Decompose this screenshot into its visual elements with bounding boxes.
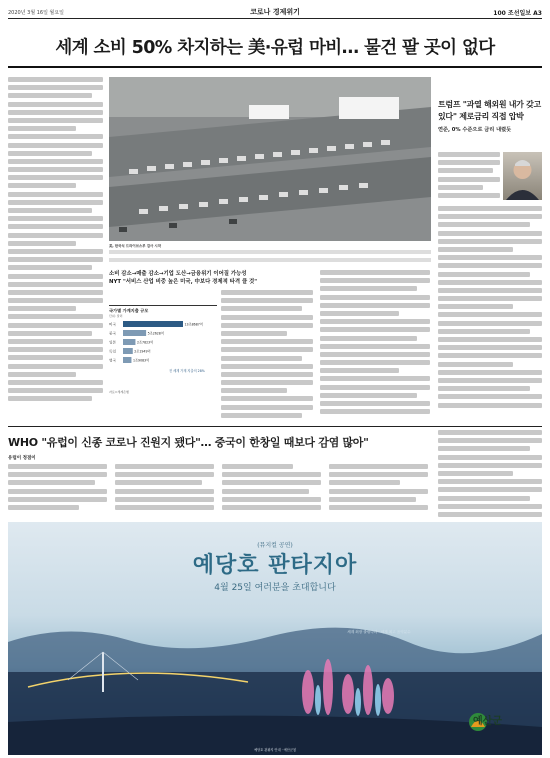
who-story-text (8, 464, 428, 518)
chart-bar (123, 321, 183, 327)
sub-story-text-1 (221, 290, 313, 420)
chart-category-label: 중국 (109, 331, 116, 336)
headline-rule (8, 66, 542, 68)
chart-value-label: 2조7823억 (136, 340, 154, 345)
section-title: 코로나 경제위기 (250, 8, 300, 16)
sub-story-headline: 소비 감소→매출 감소→기업 도산→금융위기 이어질 가능성 NYT "서비스 산업 비중 높은 미국, 中보다 경제적 타격 클 것" (109, 271, 258, 285)
chart-bar (123, 348, 133, 354)
ad-footer: 예당호 관광지 안내 · 예산군청 (253, 748, 296, 752)
person-portrait-icon (503, 152, 542, 200)
chart-value-label: 1조9083억 (132, 358, 150, 363)
portrait-photo (503, 152, 542, 200)
issue-date: 2020년 3월 16일 월요일 (8, 10, 65, 16)
ad-info: 세계 최장 출렁다리 · 세계 최고 음악분수 (347, 630, 411, 634)
ad-logo: 예산군 (473, 716, 502, 727)
main-photo (109, 77, 431, 241)
chart-value-label: 2조1949억 (134, 349, 151, 354)
sub-story-text-2 (320, 270, 430, 420)
chart-bar (123, 357, 131, 363)
chart-category-label: 독일 (109, 349, 116, 354)
page-header (8, 5, 542, 19)
tourism-advertisement (8, 522, 542, 755)
chart-source: 자료=세계은행 (109, 390, 129, 394)
photo-caption (109, 244, 431, 266)
drive-through-photo-icon (109, 77, 431, 241)
side-story-text-3 (438, 430, 542, 518)
section-divider (8, 426, 542, 427)
caption-title: 美, 한국식 드라이브스루 검사 시작 (109, 244, 161, 248)
page-number: 100 조선일보 A3 (493, 10, 542, 17)
chart-title: 국가별 가계지출 규모 (109, 308, 149, 313)
household-spending-chart (109, 305, 217, 387)
ad-date-line: 4월 25일 여러분을 초대합니다 (214, 583, 336, 593)
side-story-text (438, 152, 500, 204)
chart-bar (123, 339, 135, 345)
chart-category-label: 미국 (109, 322, 116, 327)
who-headline: WHO "유럽이 신종 코로나 진원지 됐다"… 중국이 한창일 때보다 감염 많아" (8, 436, 369, 449)
ad-subtitle: (뮤지컬 공연) (257, 542, 293, 549)
chart-unit: 단위: 달러 (109, 314, 123, 318)
chart-value-label: 13조8687억 (184, 322, 203, 327)
side-subhead: 연준, 0% 수준으로 금리 내렸듯 (438, 127, 512, 133)
side-story (438, 99, 542, 133)
who-byline: 유럽이 정점이 (8, 456, 36, 461)
chart-plot (109, 318, 217, 378)
main-headline: 세계 소비 50% 차지하는 美·유럽 마비… 물건 팔 곳이 없다 (55, 38, 495, 58)
chart-value-label: 5조2628억 (147, 331, 164, 336)
chart-bar (123, 330, 146, 336)
left-column-text (8, 77, 103, 422)
chart-category-label: 영국 (109, 358, 116, 363)
chart-annotation: 전 세계 가계 지출의 28% (169, 369, 205, 373)
side-story-text-2 (438, 206, 542, 416)
ad-title: 예당호 판타지아 (192, 552, 358, 578)
side-headline: 트럼프 "과열 해외원 내가 갖고 있다" 제로금리 직접 압박 (438, 100, 541, 121)
chart-category-label: 일본 (109, 340, 116, 345)
